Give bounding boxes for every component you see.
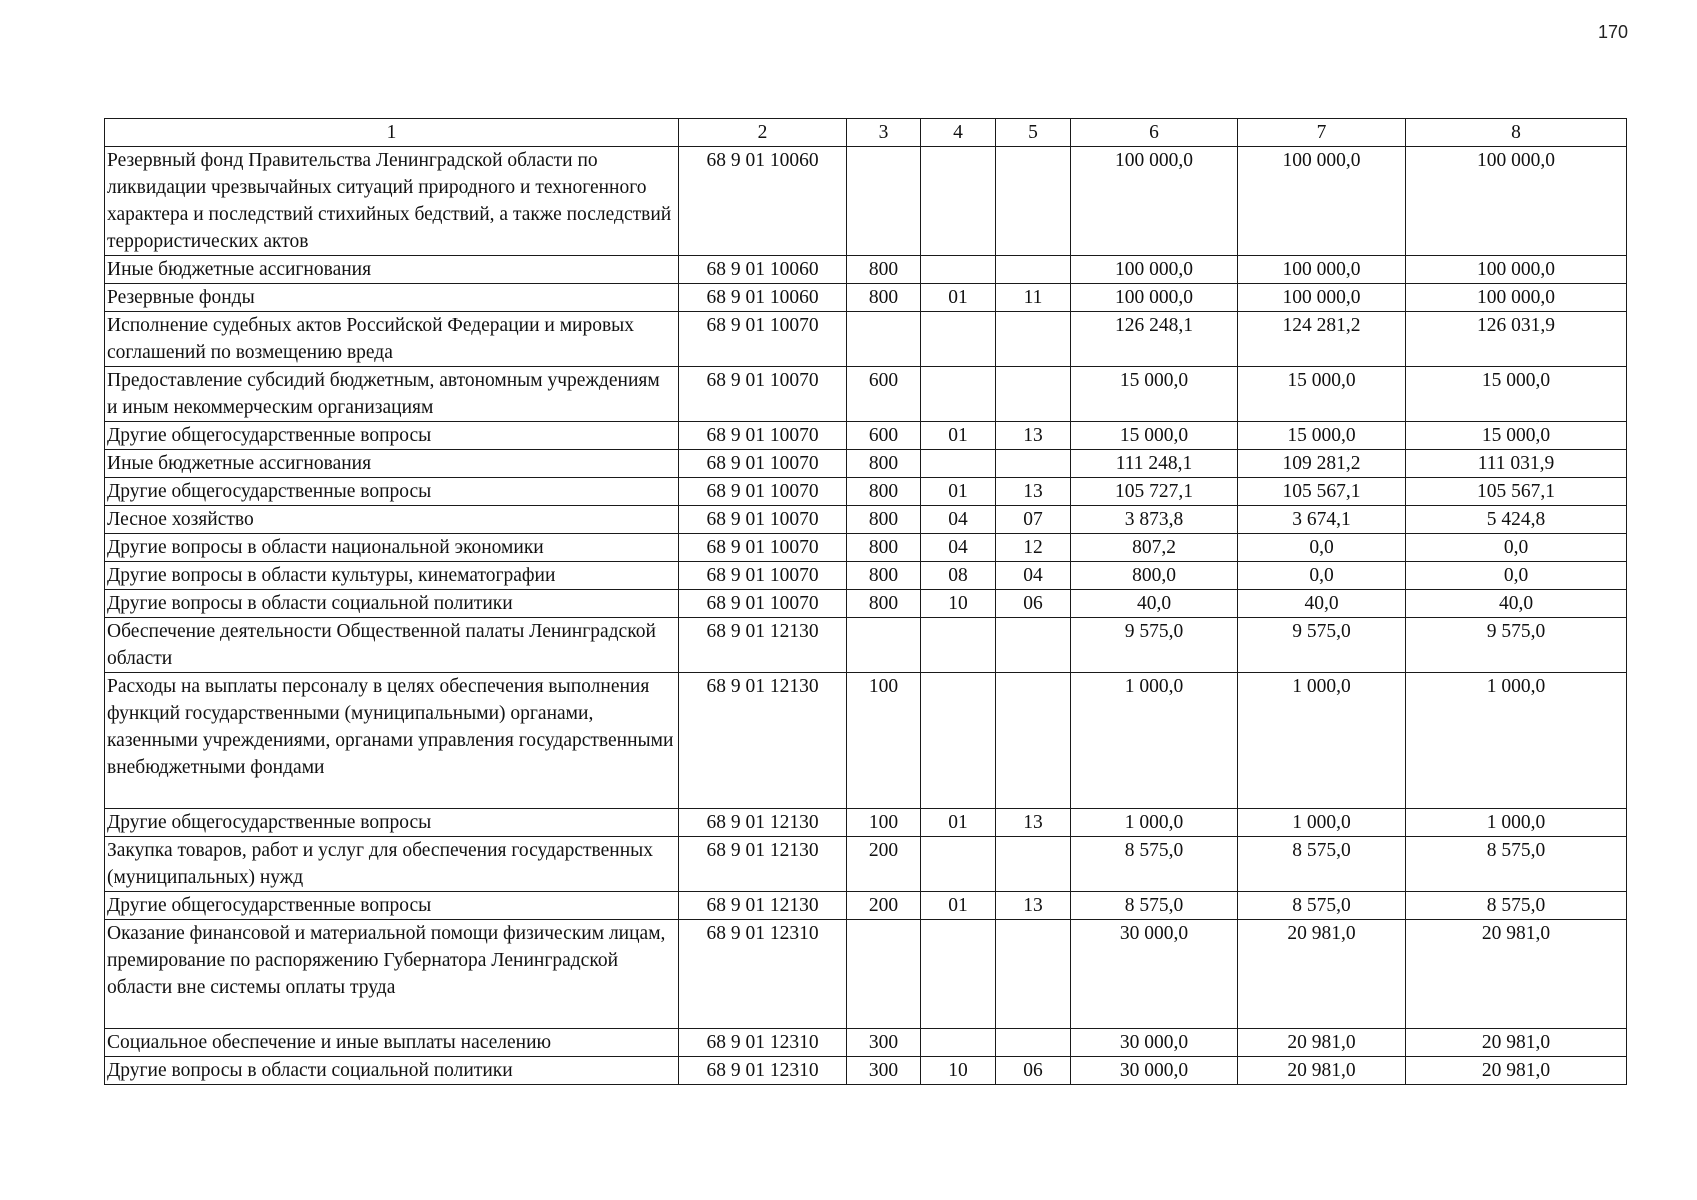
target-article-code: 68 9 01 10060 bbox=[679, 147, 847, 256]
expense-type-code: 300 bbox=[847, 1057, 921, 1085]
header-cell: 8 bbox=[1406, 119, 1627, 147]
row-name: Лесное хозяйство bbox=[105, 506, 679, 534]
amount-col-8: 1 000,0 bbox=[1406, 809, 1627, 837]
table-row bbox=[105, 892, 1627, 920]
amount-col-8: 5 424,8 bbox=[1406, 506, 1627, 534]
amount-col-8: 105 567,1 bbox=[1406, 478, 1627, 506]
section-code bbox=[921, 920, 996, 1029]
target-article-code: 68 9 01 10070 bbox=[679, 312, 847, 367]
header-row bbox=[105, 119, 1627, 147]
amount-col-6: 8 575,0 bbox=[1071, 892, 1238, 920]
subsection-code: 06 bbox=[996, 1057, 1071, 1085]
amount-col-8: 8 575,0 bbox=[1406, 837, 1627, 892]
page-number: 170 bbox=[1598, 22, 1629, 42]
section-code: 01 bbox=[921, 284, 996, 312]
amount-col-6: 105 727,1 bbox=[1071, 478, 1238, 506]
table-row bbox=[105, 284, 1627, 312]
amount-col-6: 807,2 bbox=[1071, 534, 1238, 562]
table-body bbox=[105, 147, 1627, 1085]
section-code: 01 bbox=[921, 892, 996, 920]
section-code: 08 bbox=[921, 562, 996, 590]
subsection-code bbox=[996, 256, 1071, 284]
table-row bbox=[105, 673, 1627, 809]
expense-type-code: 800 bbox=[847, 534, 921, 562]
section-code bbox=[921, 312, 996, 367]
amount-col-8: 100 000,0 bbox=[1406, 284, 1627, 312]
row-name: Другие вопросы в области социальной политики bbox=[105, 590, 679, 618]
row-name: Другие вопросы в области социальной политики bbox=[105, 1057, 679, 1085]
row-name: Другие общегосударственные вопросы bbox=[105, 809, 679, 837]
expense-type-code bbox=[847, 312, 921, 367]
table-row bbox=[105, 809, 1627, 837]
table-row bbox=[105, 147, 1627, 256]
amount-col-8: 15 000,0 bbox=[1406, 367, 1627, 422]
row-name: Предоставление субсидий бюджетным, автономным учреждениям и иным некоммерческим организациям bbox=[105, 367, 679, 422]
subsection-code: 13 bbox=[996, 892, 1071, 920]
amount-col-6: 111 248,1 bbox=[1071, 450, 1238, 478]
section-code: 01 bbox=[921, 422, 996, 450]
table-row bbox=[105, 1029, 1627, 1057]
row-name: Оказание финансовой и материальной помощи физическим лицам, премирование по распоряжению Губернатора Ленинградской области вне системы оплаты труда bbox=[105, 920, 679, 1029]
expense-type-code: 800 bbox=[847, 450, 921, 478]
section-code bbox=[921, 147, 996, 256]
amount-col-8: 1 000,0 bbox=[1406, 673, 1627, 809]
amount-col-8: 100 000,0 bbox=[1406, 147, 1627, 256]
row-name: Закупка товаров, работ и услуг для обеспечения государственных (муниципальных) нужд bbox=[105, 837, 679, 892]
amount-col-7: 8 575,0 bbox=[1238, 837, 1406, 892]
target-article-code: 68 9 01 10070 bbox=[679, 422, 847, 450]
target-article-code: 68 9 01 10070 bbox=[679, 534, 847, 562]
section-code bbox=[921, 1029, 996, 1057]
row-name: Другие общегосударственные вопросы bbox=[105, 892, 679, 920]
amount-col-6: 9 575,0 bbox=[1071, 618, 1238, 673]
amount-col-7: 20 981,0 bbox=[1238, 920, 1406, 1029]
expense-type-code: 100 bbox=[847, 809, 921, 837]
expense-type-code: 200 bbox=[847, 837, 921, 892]
amount-col-7: 3 674,1 bbox=[1238, 506, 1406, 534]
header-cell: 4 bbox=[921, 119, 996, 147]
table-row bbox=[105, 837, 1627, 892]
amount-col-6: 100 000,0 bbox=[1071, 284, 1238, 312]
table-row bbox=[105, 618, 1627, 673]
row-name: Расходы на выплаты персоналу в целях обеспечения выполнения функций государственными (муниципальными) органами, казенными учреждениями, органами управления государственными внебюджетными фондами bbox=[105, 673, 679, 809]
subsection-code bbox=[996, 618, 1071, 673]
subsection-code bbox=[996, 837, 1071, 892]
amount-col-6: 126 248,1 bbox=[1071, 312, 1238, 367]
amount-col-7: 20 981,0 bbox=[1238, 1057, 1406, 1085]
table-row bbox=[105, 534, 1627, 562]
expense-type-code: 800 bbox=[847, 478, 921, 506]
row-name: Иные бюджетные ассигнования bbox=[105, 256, 679, 284]
amount-col-6: 30 000,0 bbox=[1071, 1029, 1238, 1057]
target-article-code: 68 9 01 12130 bbox=[679, 892, 847, 920]
row-name: Социальное обеспечение и иные выплаты населению bbox=[105, 1029, 679, 1057]
header-cell: 6 bbox=[1071, 119, 1238, 147]
amount-col-8: 0,0 bbox=[1406, 562, 1627, 590]
amount-col-7: 105 567,1 bbox=[1238, 478, 1406, 506]
target-article-code: 68 9 01 10070 bbox=[679, 562, 847, 590]
expense-type-code bbox=[847, 147, 921, 256]
amount-col-8: 0,0 bbox=[1406, 534, 1627, 562]
amount-col-8: 20 981,0 bbox=[1406, 1029, 1627, 1057]
table-row bbox=[105, 422, 1627, 450]
section-code bbox=[921, 256, 996, 284]
target-article-code: 68 9 01 10070 bbox=[679, 478, 847, 506]
row-name: Обеспечение деятельности Общественной палаты Ленинградской области bbox=[105, 618, 679, 673]
amount-col-7: 40,0 bbox=[1238, 590, 1406, 618]
section-code: 10 bbox=[921, 590, 996, 618]
target-article-code: 68 9 01 12310 bbox=[679, 920, 847, 1029]
target-article-code: 68 9 01 12130 bbox=[679, 618, 847, 673]
expense-type-code: 800 bbox=[847, 506, 921, 534]
target-article-code: 68 9 01 12310 bbox=[679, 1057, 847, 1085]
target-article-code: 68 9 01 10070 bbox=[679, 590, 847, 618]
section-code bbox=[921, 673, 996, 809]
section-code: 04 bbox=[921, 534, 996, 562]
header-cell: 5 bbox=[996, 119, 1071, 147]
table-row bbox=[105, 920, 1627, 1029]
subsection-code: 04 bbox=[996, 562, 1071, 590]
table-row bbox=[105, 312, 1627, 367]
subsection-code bbox=[996, 450, 1071, 478]
row-name: Иные бюджетные ассигнования bbox=[105, 450, 679, 478]
amount-col-7: 100 000,0 bbox=[1238, 147, 1406, 256]
amount-col-7: 8 575,0 bbox=[1238, 892, 1406, 920]
amount-col-6: 30 000,0 bbox=[1071, 1057, 1238, 1085]
target-article-code: 68 9 01 10060 bbox=[679, 256, 847, 284]
target-article-code: 68 9 01 10070 bbox=[679, 367, 847, 422]
amount-col-6: 800,0 bbox=[1071, 562, 1238, 590]
amount-col-6: 100 000,0 bbox=[1071, 256, 1238, 284]
amount-col-7: 0,0 bbox=[1238, 534, 1406, 562]
expense-type-code: 800 bbox=[847, 562, 921, 590]
row-name: Резервные фонды bbox=[105, 284, 679, 312]
section-code bbox=[921, 367, 996, 422]
amount-col-8: 15 000,0 bbox=[1406, 422, 1627, 450]
row-name: Другие вопросы в области национальной экономики bbox=[105, 534, 679, 562]
table-row bbox=[105, 367, 1627, 422]
amount-col-6: 3 873,8 bbox=[1071, 506, 1238, 534]
header-cell: 2 bbox=[679, 119, 847, 147]
table-row bbox=[105, 590, 1627, 618]
subsection-code: 13 bbox=[996, 809, 1071, 837]
budget-table bbox=[104, 118, 1627, 1085]
section-code bbox=[921, 618, 996, 673]
target-article-code: 68 9 01 12130 bbox=[679, 809, 847, 837]
expense-type-code: 800 bbox=[847, 256, 921, 284]
amount-col-8: 100 000,0 bbox=[1406, 256, 1627, 284]
amount-col-8: 9 575,0 bbox=[1406, 618, 1627, 673]
expense-type-code: 800 bbox=[847, 284, 921, 312]
subsection-code bbox=[996, 147, 1071, 256]
section-code: 01 bbox=[921, 478, 996, 506]
target-article-code: 68 9 01 12130 bbox=[679, 837, 847, 892]
amount-col-7: 0,0 bbox=[1238, 562, 1406, 590]
amount-col-6: 1 000,0 bbox=[1071, 809, 1238, 837]
subsection-code: 13 bbox=[996, 422, 1071, 450]
amount-col-7: 9 575,0 bbox=[1238, 618, 1406, 673]
section-code: 04 bbox=[921, 506, 996, 534]
target-article-code: 68 9 01 10070 bbox=[679, 506, 847, 534]
subsection-code: 13 bbox=[996, 478, 1071, 506]
row-name: Другие общегосударственные вопросы bbox=[105, 422, 679, 450]
row-name: Исполнение судебных актов Российской Федерации и мировых соглашений по возмещению вреда bbox=[105, 312, 679, 367]
amount-col-6: 30 000,0 bbox=[1071, 920, 1238, 1029]
section-code bbox=[921, 450, 996, 478]
table-row bbox=[105, 562, 1627, 590]
amount-col-8: 20 981,0 bbox=[1406, 1057, 1627, 1085]
expense-type-code: 600 bbox=[847, 367, 921, 422]
row-name: Другие общегосударственные вопросы bbox=[105, 478, 679, 506]
amount-col-7: 100 000,0 bbox=[1238, 256, 1406, 284]
amount-col-6: 1 000,0 bbox=[1071, 673, 1238, 809]
subsection-code bbox=[996, 312, 1071, 367]
amount-col-6: 15 000,0 bbox=[1071, 422, 1238, 450]
amount-col-7: 15 000,0 bbox=[1238, 422, 1406, 450]
table-row bbox=[105, 506, 1627, 534]
subsection-code bbox=[996, 920, 1071, 1029]
subsection-code bbox=[996, 673, 1071, 809]
amount-col-7: 1 000,0 bbox=[1238, 809, 1406, 837]
subsection-code bbox=[996, 367, 1071, 422]
subsection-code: 12 bbox=[996, 534, 1071, 562]
amount-col-7: 20 981,0 bbox=[1238, 1029, 1406, 1057]
table-row bbox=[105, 256, 1627, 284]
table-row bbox=[105, 450, 1627, 478]
amount-col-8: 111 031,9 bbox=[1406, 450, 1627, 478]
amount-col-8: 126 031,9 bbox=[1406, 312, 1627, 367]
table-row bbox=[105, 478, 1627, 506]
table-row bbox=[105, 1057, 1627, 1085]
expense-type-code: 600 bbox=[847, 422, 921, 450]
amount-col-6: 15 000,0 bbox=[1071, 367, 1238, 422]
row-name: Резервный фонд Правительства Ленинградской области по ликвидации чрезвычайных ситуаций природного и техногенного характера и последствий стихийных бедствий, а также последствий террористических актов bbox=[105, 147, 679, 256]
amount-col-7: 15 000,0 bbox=[1238, 367, 1406, 422]
amount-col-8: 40,0 bbox=[1406, 590, 1627, 618]
subsection-code bbox=[996, 1029, 1071, 1057]
expense-type-code bbox=[847, 920, 921, 1029]
amount-col-6: 40,0 bbox=[1071, 590, 1238, 618]
section-code: 10 bbox=[921, 1057, 996, 1085]
row-name: Другие вопросы в области культуры, кинематографии bbox=[105, 562, 679, 590]
target-article-code: 68 9 01 10070 bbox=[679, 450, 847, 478]
target-article-code: 68 9 01 12310 bbox=[679, 1029, 847, 1057]
amount-col-6: 8 575,0 bbox=[1071, 837, 1238, 892]
section-code: 01 bbox=[921, 809, 996, 837]
expense-type-code: 100 bbox=[847, 673, 921, 809]
amount-col-8: 8 575,0 bbox=[1406, 892, 1627, 920]
header-cell: 1 bbox=[105, 119, 679, 147]
expense-type-code: 800 bbox=[847, 590, 921, 618]
subsection-code: 11 bbox=[996, 284, 1071, 312]
subsection-code: 06 bbox=[996, 590, 1071, 618]
section-code bbox=[921, 837, 996, 892]
target-article-code: 68 9 01 10060 bbox=[679, 284, 847, 312]
amount-col-6: 100 000,0 bbox=[1071, 147, 1238, 256]
subsection-code: 07 bbox=[996, 506, 1071, 534]
amount-col-7: 100 000,0 bbox=[1238, 284, 1406, 312]
expense-type-code bbox=[847, 618, 921, 673]
target-article-code: 68 9 01 12130 bbox=[679, 673, 847, 809]
amount-col-8: 20 981,0 bbox=[1406, 920, 1627, 1029]
expense-type-code: 200 bbox=[847, 892, 921, 920]
header-cell: 7 bbox=[1238, 119, 1406, 147]
amount-col-7: 1 000,0 bbox=[1238, 673, 1406, 809]
expense-type-code: 300 bbox=[847, 1029, 921, 1057]
header-cell: 3 bbox=[847, 119, 921, 147]
amount-col-7: 124 281,2 bbox=[1238, 312, 1406, 367]
amount-col-7: 109 281,2 bbox=[1238, 450, 1406, 478]
